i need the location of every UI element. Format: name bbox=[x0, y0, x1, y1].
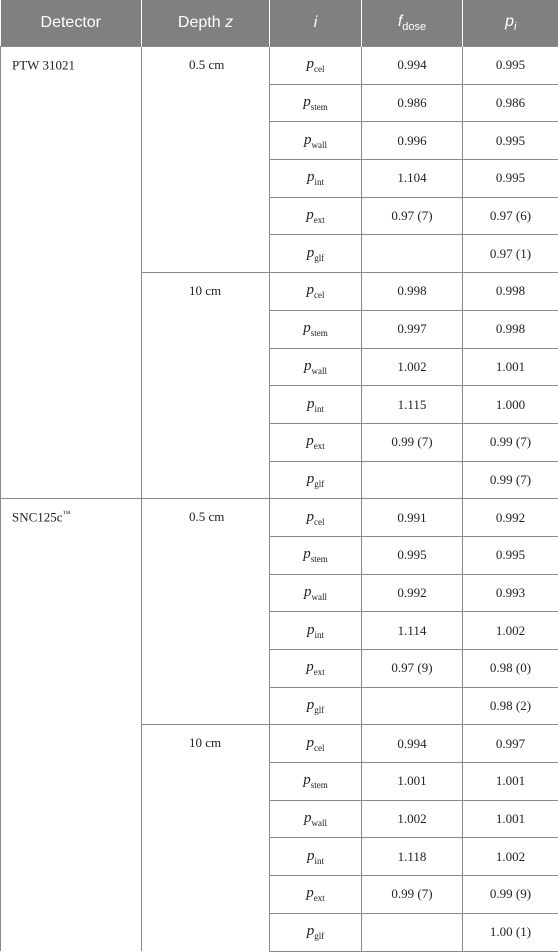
factor-p: p bbox=[304, 358, 312, 374]
header-fdose: $f_{dose}$ bbox=[362, 0, 463, 47]
factor-symbol-cell bbox=[270, 84, 362, 122]
depth-cell: 0.5 cm bbox=[142, 47, 270, 273]
fdose-cell: 1.002 bbox=[362, 800, 463, 838]
factor-p: p bbox=[307, 735, 315, 751]
factor-symbol-cell bbox=[270, 574, 362, 612]
fdose-cell: 0.97 (7) bbox=[362, 197, 463, 235]
header-detector: Detector bbox=[1, 0, 142, 47]
factor-subscript: cel bbox=[314, 743, 325, 753]
factor-subscript: cel bbox=[314, 517, 325, 527]
fdose-cell: 1.002 bbox=[362, 348, 463, 386]
factor-symbol bbox=[304, 132, 327, 148]
pi-cell: 1.002 bbox=[463, 612, 558, 650]
factor-p: p bbox=[306, 659, 314, 675]
table-row bbox=[1, 499, 558, 537]
pi-cell: 1.00 (1) bbox=[463, 913, 558, 951]
pi-cell: 0.998 bbox=[463, 273, 558, 311]
factor-p: p bbox=[304, 584, 312, 600]
factor-p: p bbox=[304, 132, 312, 148]
fdose-cell: 0.998 bbox=[362, 273, 463, 311]
factor-symbol bbox=[307, 848, 324, 864]
factor-symbol bbox=[306, 659, 325, 675]
header-i: i bbox=[270, 0, 362, 47]
fdose-cell bbox=[362, 235, 463, 273]
factor-p: p bbox=[306, 885, 314, 901]
detector-name: PTW 31021 bbox=[12, 57, 75, 72]
factor-symbol bbox=[304, 584, 327, 600]
factor-symbol bbox=[307, 245, 325, 261]
factor-p: p bbox=[307, 56, 315, 72]
factor-symbol bbox=[306, 207, 325, 223]
factor-subscript: stem bbox=[311, 328, 328, 338]
factor-symbol bbox=[303, 546, 328, 562]
factor-symbol bbox=[304, 810, 327, 826]
fdose-cell: 0.99 (7) bbox=[362, 876, 463, 914]
factor-symbol-cell bbox=[270, 763, 362, 801]
pi-cell: 1.000 bbox=[463, 386, 558, 424]
factor-symbol-cell bbox=[270, 838, 362, 876]
fdose-cell: 0.997 bbox=[362, 310, 463, 348]
detector-name: SNC125c bbox=[12, 510, 63, 525]
factor-subscript: ext bbox=[314, 893, 325, 903]
factor-symbol bbox=[307, 282, 325, 298]
factor-p: p bbox=[304, 810, 312, 826]
factor-symbol-cell bbox=[270, 612, 362, 650]
fdose-cell: 1.118 bbox=[362, 838, 463, 876]
factor-p: p bbox=[306, 207, 314, 223]
fdose-cell: 0.97 (9) bbox=[362, 650, 463, 688]
fdose-cell: 0.995 bbox=[362, 536, 463, 574]
factor-subscript: ext bbox=[314, 215, 325, 225]
pi-cell: 0.998 bbox=[463, 310, 558, 348]
factor-symbol bbox=[307, 396, 324, 412]
factor-p: p bbox=[307, 509, 315, 525]
factor-subscript: glf bbox=[314, 931, 324, 941]
pi-cell: 0.99 (9) bbox=[463, 876, 558, 914]
table-body bbox=[1, 47, 558, 952]
detector-cell bbox=[1, 47, 142, 499]
factor-subscript: wall bbox=[312, 592, 328, 602]
factor-subscript: cel bbox=[314, 290, 325, 300]
header-row bbox=[1, 0, 558, 47]
factor-p: p bbox=[306, 433, 314, 449]
pi-cell: 0.995 bbox=[463, 536, 558, 574]
pi-cell: 0.986 bbox=[463, 84, 558, 122]
factor-symbol-cell bbox=[270, 47, 362, 85]
factor-symbol bbox=[307, 697, 325, 713]
factor-subscript: wall bbox=[312, 818, 328, 828]
factor-subscript: glf bbox=[314, 479, 324, 489]
factor-symbol-cell bbox=[270, 423, 362, 461]
fdose-cell bbox=[362, 461, 463, 499]
fdose-cell: 1.114 bbox=[362, 612, 463, 650]
fdose-cell: 0.991 bbox=[362, 499, 463, 537]
factor-p: p bbox=[307, 396, 315, 412]
factor-subscript: glf bbox=[314, 253, 324, 263]
factor-symbol bbox=[307, 471, 325, 487]
factor-symbol-cell bbox=[270, 650, 362, 688]
factor-subscript: ext bbox=[314, 667, 325, 677]
fdose-cell: 1.104 bbox=[362, 160, 463, 198]
pi-cell: 0.995 bbox=[463, 122, 558, 160]
factor-symbol bbox=[303, 94, 328, 110]
factor-symbol-cell bbox=[270, 800, 362, 838]
factor-symbol bbox=[307, 923, 325, 939]
factor-symbol bbox=[303, 320, 328, 336]
factor-subscript: wall bbox=[312, 140, 328, 150]
factor-symbol bbox=[307, 735, 325, 751]
factor-p: p bbox=[307, 471, 315, 487]
pi-cell: 1.001 bbox=[463, 800, 558, 838]
factor-p: p bbox=[303, 94, 311, 110]
fdose-cell: 0.996 bbox=[362, 122, 463, 160]
fdose-cell: 1.115 bbox=[362, 386, 463, 424]
factor-symbol-cell bbox=[270, 122, 362, 160]
pi-cell: 1.001 bbox=[463, 763, 558, 801]
factor-p: p bbox=[307, 169, 315, 185]
fdose-cell: 0.994 bbox=[362, 725, 463, 763]
depth-cell: 0.5 cm bbox=[142, 499, 270, 725]
factor-p: p bbox=[307, 923, 315, 939]
factor-subscript: cel bbox=[314, 64, 325, 74]
pi-cell: 0.993 bbox=[463, 574, 558, 612]
factor-subscript: stem bbox=[311, 102, 328, 112]
pi-cell: 0.99 (7) bbox=[463, 423, 558, 461]
factor-symbol-cell bbox=[270, 197, 362, 235]
header-depth: Depth z bbox=[142, 0, 270, 47]
factor-p: p bbox=[307, 697, 315, 713]
factor-symbol-cell bbox=[270, 348, 362, 386]
factor-symbol bbox=[306, 885, 325, 901]
factor-p: p bbox=[307, 282, 315, 298]
pi-cell: 0.995 bbox=[463, 160, 558, 198]
pi-cell: 0.97 (1) bbox=[463, 235, 558, 273]
factor-p: p bbox=[307, 622, 315, 638]
factor-symbol bbox=[303, 772, 328, 788]
pi-cell: 0.995 bbox=[463, 47, 558, 85]
fdose-cell: 0.99 (7) bbox=[362, 423, 463, 461]
factor-symbol bbox=[306, 433, 325, 449]
factor-symbol bbox=[307, 509, 325, 525]
factor-p: p bbox=[307, 848, 315, 864]
depth-cell: 10 cm bbox=[142, 725, 270, 951]
factor-p: p bbox=[303, 546, 311, 562]
factor-symbol bbox=[304, 358, 327, 374]
pi-cell: 0.97 (6) bbox=[463, 197, 558, 235]
factor-symbol-cell bbox=[270, 386, 362, 424]
factor-symbol-cell bbox=[270, 725, 362, 763]
header-pi: $p_i$ bbox=[463, 0, 558, 47]
pi-cell: 0.99 (7) bbox=[463, 461, 558, 499]
fdose-cell bbox=[362, 687, 463, 725]
factor-symbol-cell bbox=[270, 235, 362, 273]
pi-cell: 1.001 bbox=[463, 348, 558, 386]
factor-symbol-cell bbox=[270, 499, 362, 537]
fdose-cell: 0.986 bbox=[362, 84, 463, 122]
factor-symbol bbox=[307, 622, 324, 638]
factor-subscript: int bbox=[314, 630, 324, 640]
depth-cell: 10 cm bbox=[142, 273, 270, 499]
fdose-cell: 0.992 bbox=[362, 574, 463, 612]
factor-subscript: wall bbox=[312, 366, 328, 376]
fdose-cell: 0.994 bbox=[362, 47, 463, 85]
factor-symbol-cell bbox=[270, 310, 362, 348]
factor-p: p bbox=[307, 245, 315, 261]
factor-symbol-cell bbox=[270, 687, 362, 725]
factor-subscript: int bbox=[314, 404, 324, 414]
pi-cell: 0.98 (0) bbox=[463, 650, 558, 688]
fdose-cell: 1.001 bbox=[362, 763, 463, 801]
factor-subscript: stem bbox=[311, 554, 328, 564]
factor-subscript: stem bbox=[311, 780, 328, 790]
factor-symbol-cell bbox=[270, 461, 362, 499]
factor-symbol-cell bbox=[270, 876, 362, 914]
factor-symbol-cell bbox=[270, 536, 362, 574]
detector-cell bbox=[1, 499, 142, 951]
detector-trademark: ™ bbox=[63, 509, 71, 518]
factor-symbol-cell bbox=[270, 160, 362, 198]
factor-subscript: ext bbox=[314, 441, 325, 451]
factor-subscript: glf bbox=[314, 705, 324, 715]
pi-cell: 1.002 bbox=[463, 838, 558, 876]
factor-subscript: int bbox=[314, 177, 324, 187]
pi-cell: 0.992 bbox=[463, 499, 558, 537]
pi-cell: 0.98 (2) bbox=[463, 687, 558, 725]
table-row bbox=[1, 47, 558, 85]
factor-symbol bbox=[307, 56, 325, 72]
factor-symbol bbox=[307, 169, 324, 185]
factor-subscript: int bbox=[314, 856, 324, 866]
factor-symbol-cell bbox=[270, 273, 362, 311]
pi-cell: 0.997 bbox=[463, 725, 558, 763]
fdose-cell bbox=[362, 913, 463, 951]
factor-p: p bbox=[303, 320, 311, 336]
factor-symbol-cell bbox=[270, 913, 362, 951]
factor-p: p bbox=[303, 772, 311, 788]
